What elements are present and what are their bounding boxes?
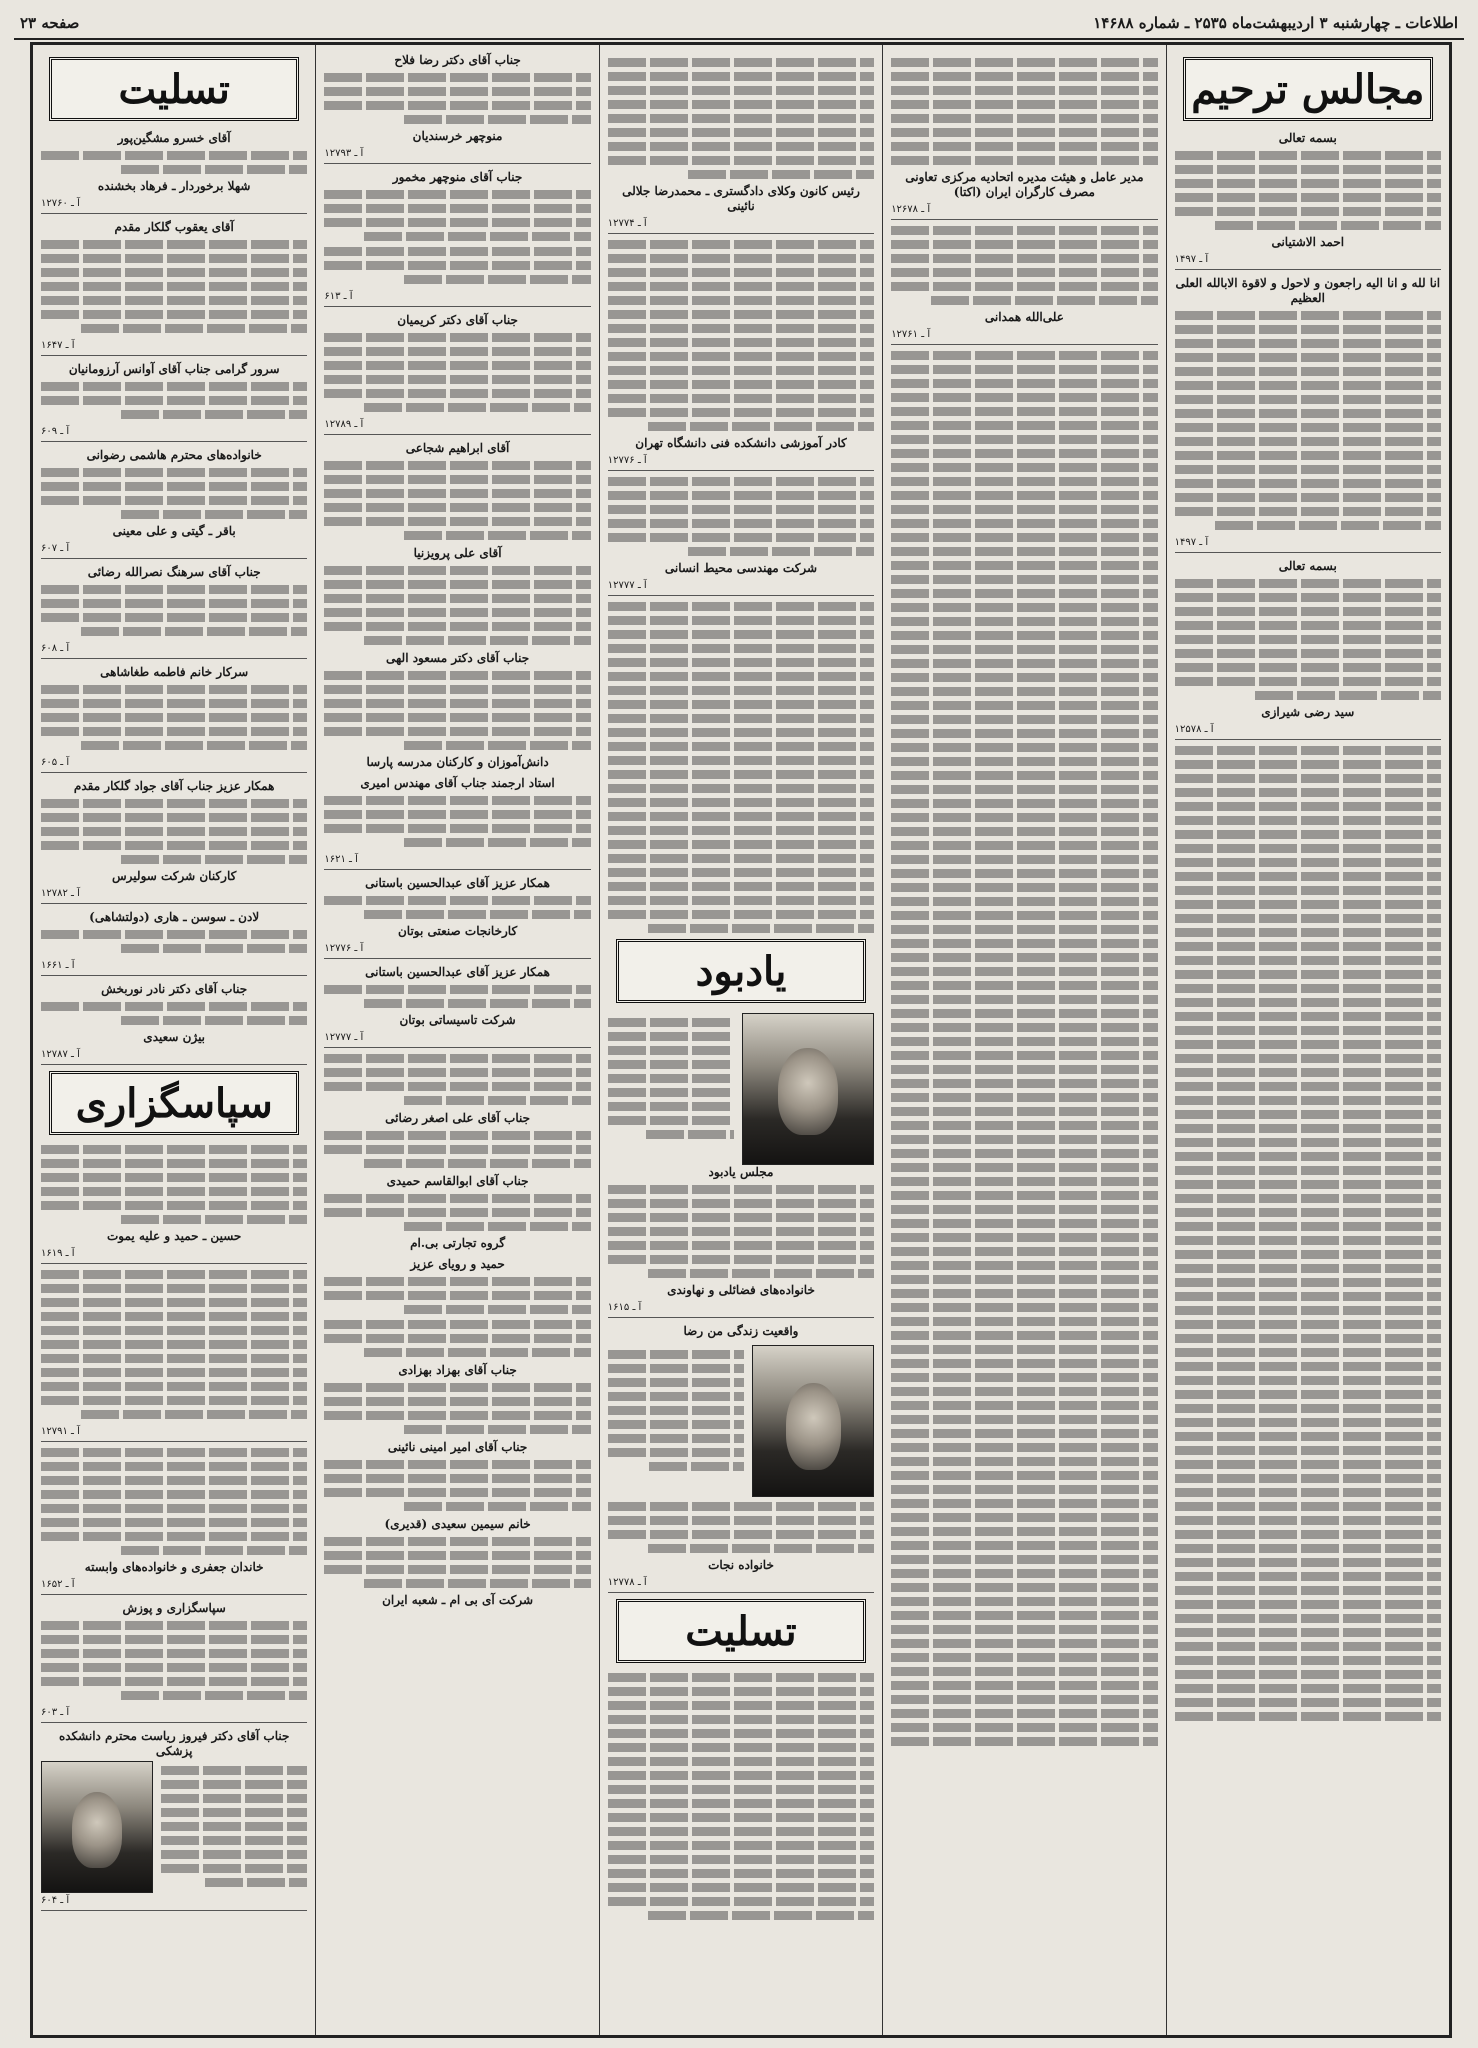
notice xyxy=(1175,276,1441,553)
notice xyxy=(324,1174,590,1251)
column-2 xyxy=(882,45,1165,2035)
notice-signature: رئیس کانون وکلای دادگستری ـ محمدرضا جلالی نائینی xyxy=(622,184,860,213)
notice xyxy=(608,477,874,596)
notice-title: همکار عزیز آقای عبدالحسین باستانی xyxy=(365,876,551,890)
notice-ref: آ ـ ۱۲۷۷۷ xyxy=(324,1030,590,1048)
section-banner-tasliat: تسلیت xyxy=(49,57,299,121)
notice-title: جناب آقای علی اصغر رضائی xyxy=(385,1111,531,1125)
notice xyxy=(1175,559,1441,740)
notice xyxy=(41,1729,307,1911)
notice-title: بسمه تعالی xyxy=(1278,559,1337,573)
notice-ref: آ ـ ۱۶۶۱ xyxy=(41,958,307,976)
notice-title: جناب آقای امیر امینی نائینی xyxy=(387,1440,528,1454)
notice-ref: آ ـ ۶۰۷ xyxy=(41,541,307,559)
column-5 xyxy=(33,45,315,2035)
section-banner-majales-tarhim: مجالس ترحیم xyxy=(1183,57,1433,121)
notice-ref: آ ـ ۱۲۷۷۶ xyxy=(324,941,590,959)
notice-ref: آ ـ ۱۲۷۹۱ xyxy=(41,1424,307,1442)
notice xyxy=(608,58,874,234)
notice-title: خانم سیمین سعیدی (قدیری) xyxy=(384,1517,531,1531)
notice-title: خانواده‌های محترم هاشمی رضوانی xyxy=(86,448,262,462)
notice-signature: خانواده نجات xyxy=(708,1558,774,1572)
notice-title: حمید و رویای عزیز xyxy=(410,1257,505,1271)
notice-ref: آ ـ ۱۲۶۷۸ xyxy=(891,202,1157,220)
notice xyxy=(324,53,590,164)
section-banner-tasliat-2: تسلیت xyxy=(616,1599,866,1663)
notice-title: جناب آقای دکتر نادر نوربخش xyxy=(101,982,248,996)
notice xyxy=(324,546,590,645)
notice-signature: احمد الاشتیانی xyxy=(1271,235,1345,249)
notice-signature: کارکنان شرکت سولیرس xyxy=(112,869,237,883)
photo-caption: واقعیت زندگی من رضا xyxy=(683,1324,799,1338)
notice-ref: آ ـ ۶۰۳ xyxy=(41,1705,307,1723)
notice-title: جناب آقای دکتر رضا فلاح xyxy=(394,53,521,67)
notice-ref: آ ـ ۱۶۵۲ xyxy=(41,1577,307,1595)
notice-title: سرور گرامی جناب آقای آوانس آرزومانیان xyxy=(68,362,280,376)
notice xyxy=(41,565,307,659)
notice-ref: آ ـ ۱۲۷۹۳ xyxy=(324,146,590,164)
page-number: صفحه ۲۳ xyxy=(20,14,80,32)
notice-title: همکار عزیز آقای عبدالحسین باستانی xyxy=(365,965,551,979)
notice-title: آقای علی پرویزنیا xyxy=(413,546,502,560)
notice xyxy=(324,1257,590,1314)
notice-title: جناب آقای ابوالقاسم حمیدی xyxy=(386,1174,529,1188)
notice xyxy=(41,665,307,773)
notice-signature: شرکت آی بی ام ـ شعبه ایران xyxy=(382,1593,534,1607)
notice-ref: آ ـ ۱۴۹۷ xyxy=(1175,535,1441,553)
notice xyxy=(41,448,307,559)
notice-ref: آ ـ ۱۲۷۷۸ xyxy=(608,1575,874,1593)
notice-signature: شرکت تاسیساتی بوتان xyxy=(399,1013,516,1027)
notice-ref: آ ـ ۱۲۷۸۷ xyxy=(41,1047,307,1065)
column-1 xyxy=(1166,45,1449,2035)
notice-signature: دانش‌آموزان و کارکنان مدرسه پارسا xyxy=(366,755,549,769)
notice-ref: آ ـ ۱۶۲۱ xyxy=(324,852,590,870)
notice-title: مجلس یادبود xyxy=(708,1165,774,1179)
notice xyxy=(324,651,590,770)
notice-signature: منوچهر خرسندیان xyxy=(412,129,503,143)
notice-signature: بیژن سعیدی xyxy=(143,1030,206,1044)
portrait-photo-3 xyxy=(41,1761,153,1893)
notice-title: سپاسگزاری و پوزش xyxy=(122,1601,226,1615)
notice-ref: آ ـ ۱۶۱۵ xyxy=(608,1300,874,1318)
portrait-photo xyxy=(742,1013,874,1165)
notice-title: آقای یعقوب گلکار مقدم xyxy=(114,220,234,234)
notice xyxy=(608,1324,874,1339)
notice-ref: آ ـ ۶۰۴ xyxy=(41,1893,307,1911)
notice xyxy=(41,779,307,904)
column-4 xyxy=(315,45,598,2035)
issue-date: اطلاعات ـ چهارشنبه ۳ اردیبهشت‌ماه ۲۵۳۵ ـ شماره ۱۴۶۸۸ xyxy=(1093,14,1458,32)
notice-ref: آ ـ ۱۲۷۸۹ xyxy=(324,417,590,435)
notice xyxy=(608,602,874,933)
notice-signature: شرکت مهندسی محیط انسانی xyxy=(664,561,818,575)
notice-title: انا لله و انا الیه راجعون و لاحول و لاقوة الابالله العلی العظیم xyxy=(1175,276,1441,305)
notice xyxy=(891,226,1157,345)
notice-signature: کادر آموزشی دانشکده فنی دانشگاه تهران xyxy=(635,436,847,450)
notice xyxy=(41,1270,307,1442)
notice xyxy=(324,1363,590,1434)
portrait-photo-2 xyxy=(752,1345,874,1497)
notice-title: جناب آقای دکتر فیروز ریاست محترم دانشکده پزشکی xyxy=(58,1729,290,1758)
notice xyxy=(41,131,307,214)
notice-ref: آ ـ ۱۶۱۹ xyxy=(41,1246,307,1264)
notice xyxy=(1175,746,1441,1721)
notice-ref: آ ـ ۶۰۵ xyxy=(41,755,307,773)
notice-ref: آ ـ ۱۲۷۷۶ xyxy=(608,453,874,471)
notice xyxy=(324,965,590,1048)
notice xyxy=(608,1165,874,1318)
notice-signature: باقر ـ گیتی و علی معینی xyxy=(112,524,236,538)
notice xyxy=(41,982,307,1065)
notice xyxy=(41,1601,307,1723)
notice-signature: خاندان جعفری و خانواده‌های وابسته xyxy=(84,1560,264,1574)
notice xyxy=(1175,131,1441,270)
notice-title: جناب آقای دکتر مسعود الهی xyxy=(386,651,530,665)
notice xyxy=(324,776,590,870)
notice xyxy=(41,910,307,976)
notice xyxy=(324,441,590,540)
notice-ref: آ ـ ۱۲۷۷۴ xyxy=(608,216,874,234)
notice xyxy=(41,1448,307,1595)
section-banner-yadbood: یادبود xyxy=(616,939,866,1003)
notice xyxy=(324,313,590,435)
memorial-block xyxy=(608,1345,874,1497)
notice-ref: آ ـ ۱۲۷۶۱ xyxy=(891,327,1157,345)
notice xyxy=(608,1502,874,1593)
notice xyxy=(608,240,874,471)
notice-ref: آ ـ ۱۲۷۶۰ xyxy=(41,196,307,214)
notice-title: لادن ـ سوسن ـ هاری (دولتشاهی) xyxy=(89,910,260,924)
notice xyxy=(324,1111,590,1168)
notice xyxy=(324,876,590,959)
notice-signature: گروه تجارتی بی.ام xyxy=(410,1236,506,1250)
notice xyxy=(891,58,1157,220)
notice-title: بسمه تعالی xyxy=(1278,131,1337,145)
notice xyxy=(324,1054,590,1105)
notice xyxy=(41,1145,307,1264)
notice-ref: آ ـ ۱۴۹۷ xyxy=(1175,252,1441,270)
notice xyxy=(41,362,307,442)
notice-ref: آ ـ ۶۰۸ xyxy=(41,641,307,659)
notice-ref: آ ـ ۶۰۹ xyxy=(41,424,307,442)
notice-title: همکار عزیز جناب آقای جواد گلکار مقدم xyxy=(73,779,275,793)
notice-title: جناب آقای بهزاد بهزادی xyxy=(398,1363,517,1377)
notice-signature: سید رضی شیرازی xyxy=(1261,705,1355,719)
content-frame xyxy=(30,42,1452,2038)
notice-signature: شهلا برخوردار ـ فرهاد بخشنده xyxy=(97,179,251,193)
notice-ref: آ ـ ۱۶۴۷ xyxy=(41,338,307,356)
notice-title: آقای ابراهیم شجاعی xyxy=(405,441,510,455)
notice-signature: خانواده‌های فضائلی و نهاوندی xyxy=(667,1283,815,1297)
notice xyxy=(891,351,1157,1746)
masthead xyxy=(14,8,1464,40)
notice-ref: آ ـ ۶۱۳ xyxy=(324,289,590,307)
notice-signature: کارخانجات صنعتی بوتان xyxy=(397,924,518,938)
notice-title: استاد ارجمند جناب آقای مهندس امیری xyxy=(360,776,555,790)
notice-ref: آ ـ ۱۲۵۷۸ xyxy=(1175,722,1441,740)
yadbood-block xyxy=(608,1013,874,1165)
notice-title: سرکار خانم فاطمه طغاشاهی xyxy=(100,665,249,679)
notice-ref: آ ـ ۱۲۷۷۷ xyxy=(608,578,874,596)
notice-title: جناب آقای سرهنگ نصرالله رضائی xyxy=(87,565,261,579)
column-3 xyxy=(599,45,882,2035)
notice xyxy=(324,1440,590,1511)
notice-signature: علی‌الله همدانی xyxy=(984,310,1064,324)
notice xyxy=(324,170,590,241)
notice-signature: حسین ـ حمید و علیه یموت xyxy=(107,1229,242,1243)
section-banner-sepasgozari: سپاسگزاری xyxy=(49,1071,299,1135)
notice xyxy=(608,1673,874,1920)
notice-title: جناب آقای منوچهر مخمور xyxy=(392,170,523,184)
notice xyxy=(324,1320,590,1357)
notice xyxy=(324,247,590,307)
notice-ref: آ ـ ۱۲۷۸۲ xyxy=(41,886,307,904)
notice xyxy=(41,220,307,356)
notice-title: آقای خسرو مشگین‌پور xyxy=(117,131,231,145)
notice-signature: مدیر عامل و هیئت مدیره اتحادیه مرکزی تعاونی مصرف کارگران ایران (اکتا) xyxy=(905,170,1144,199)
notice xyxy=(324,1517,590,1608)
notice-title: جناب آقای دکتر کریمیان xyxy=(397,313,518,327)
